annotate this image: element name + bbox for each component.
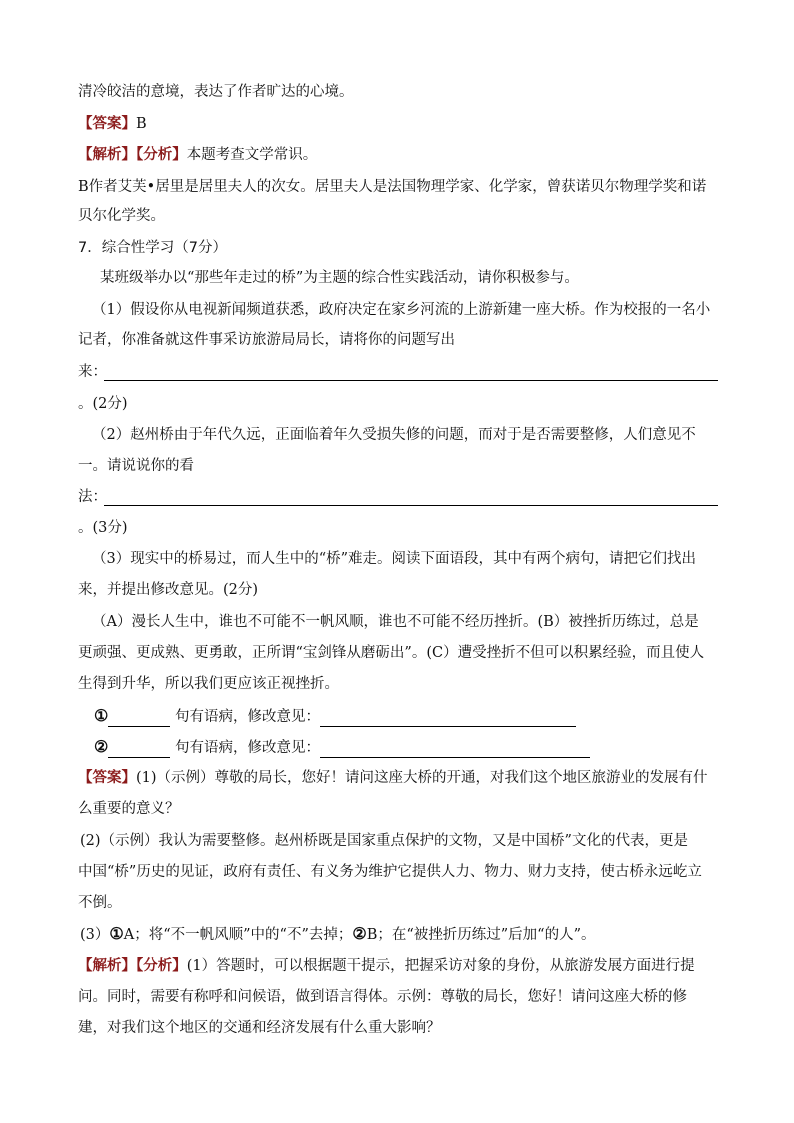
analysis-line <box>78 956 723 976</box>
answer-blank-1[interactable] <box>104 364 718 381</box>
answer-value: B <box>136 116 147 132</box>
score-line: 。(2分) <box>78 396 128 412</box>
circled-number: ② <box>352 924 367 943</box>
answer-text: (1)（示例）尊敬的局长，您好！请问这座大桥的开通，对我们这个地区旅游业的发展有什 <box>136 770 708 786</box>
circled-number: ② <box>94 737 109 756</box>
answer-3-part-2: B；在“被挫折历练过”后加“的人”。 <box>366 927 596 943</box>
score-line: 。(3分) <box>78 520 128 536</box>
text-line: （2）赵州桥由于年代久远，正面临着年久受损失修的问题，而对于是否需要整修，人们意见不 <box>92 427 696 443</box>
text-line: 建，对我们这个地区的交通和经济发展有什么重大影响？ <box>78 1020 441 1036</box>
sentence-blank-2[interactable] <box>108 741 170 758</box>
answer-tag: 【答案】 <box>78 115 136 132</box>
text-line: 贝尔化学奖。 <box>78 208 165 224</box>
blank-prefix: 来： <box>78 364 107 380</box>
blank-prefix: 法： <box>78 489 107 505</box>
fill-line-2 <box>94 737 739 758</box>
answer-line <box>78 768 723 788</box>
revision-blank-2[interactable] <box>320 741 590 758</box>
passage-line: 更顽强、更成熟、更勇敢，正所谓“宝剑锋从磨砺出”。(C）遭受挫折不但可以积累经验，而且使人 <box>78 645 705 661</box>
analysis-text: 本题考查文学常识。 <box>186 147 318 163</box>
text-line: 一。请说说你的看 <box>78 458 194 474</box>
circled-number: ① <box>94 706 109 725</box>
analysis-text: (1）答题时，可以根据题干提示，把握采访对象的身份，从旅游发展方面进行提 <box>186 958 695 974</box>
text-line: 么重要的意义？ <box>78 801 180 817</box>
text-line: 来，并提出修改意见。(2分) <box>78 582 259 598</box>
text-line: 记者，你准备就这件事采访旅游局局长，请将你的问题写出 <box>78 332 455 348</box>
analysis-tag: 【解析】【分析】 <box>78 957 187 974</box>
sentence-blank-1[interactable] <box>108 710 170 727</box>
passage-line: 生得到升华，所以我们更应该正视挫折。 <box>78 676 339 692</box>
analysis-line <box>78 145 723 165</box>
text-line: 中国“桥”历史的见证，政府有责任、有义务为维护它提供人力、物力、财力支持，使古桥永远屹立 <box>78 864 702 880</box>
passage-line: （A）漫长人生中，谁也不可能不一帆风顺，谁也不可能不经历挫折。(B）被挫折历练过，总是 <box>92 614 699 630</box>
text-line: (2)（示例）我认为需要整修。赵州桥既是国家重点保护的文物，又是中国桥”文化的代表，更是 <box>80 833 688 849</box>
revision-blank-1[interactable] <box>320 710 576 727</box>
answer-blank-line <box>78 362 723 382</box>
circled-number: ① <box>109 924 124 943</box>
answer-blank-line <box>78 487 723 507</box>
answer-3-prefix: (3） <box>80 927 110 943</box>
answer-tag: 【答案】 <box>78 769 136 786</box>
answer-3-line <box>80 924 725 945</box>
question-intro: 某班级举办以“那些年走过的桥”为主题的综合性实践活动，请你积极参与。 <box>100 270 579 286</box>
answer-3-part-1: A；将“不一帆风顺”中的“不”去掉； <box>123 927 353 943</box>
text-line: B作者艾芙•居里是居里夫人的次女。居里夫人是法国物理学家、化学家，曾获诺贝尔物理学奖和诺 <box>78 179 707 195</box>
fill-line-1 <box>94 706 739 727</box>
answer-blank-2[interactable] <box>104 489 718 506</box>
text-line: （3）现实中的桥易过，而人生中的“桥”难走。阅读下面语段，其中有两个病句，请把它们找出 <box>92 551 697 567</box>
text-line: 不倒。 <box>78 895 122 911</box>
question-title: 7．综合性学习（7分） <box>78 240 227 256</box>
analysis-tag: 【解析】【分析】 <box>78 146 187 163</box>
answer-line <box>78 114 723 134</box>
text-line: 清冷皎洁的意境，表达了作者旷达的心境。 <box>78 84 354 100</box>
text-line: 问。同时，需要有称呼和问候语，做到语言得体。示例：尊敬的局长，您好！请问这座大桥的修 <box>78 989 687 1005</box>
fill-label: 句有语病，修改意见： <box>174 709 320 725</box>
text-line: （1）假设你从电视新闻频道获悉，政府决定在家乡河流的上游新建一座大桥。作为校报的一名小 <box>92 302 711 318</box>
fill-label: 句有语病，修改意见： <box>174 740 320 756</box>
